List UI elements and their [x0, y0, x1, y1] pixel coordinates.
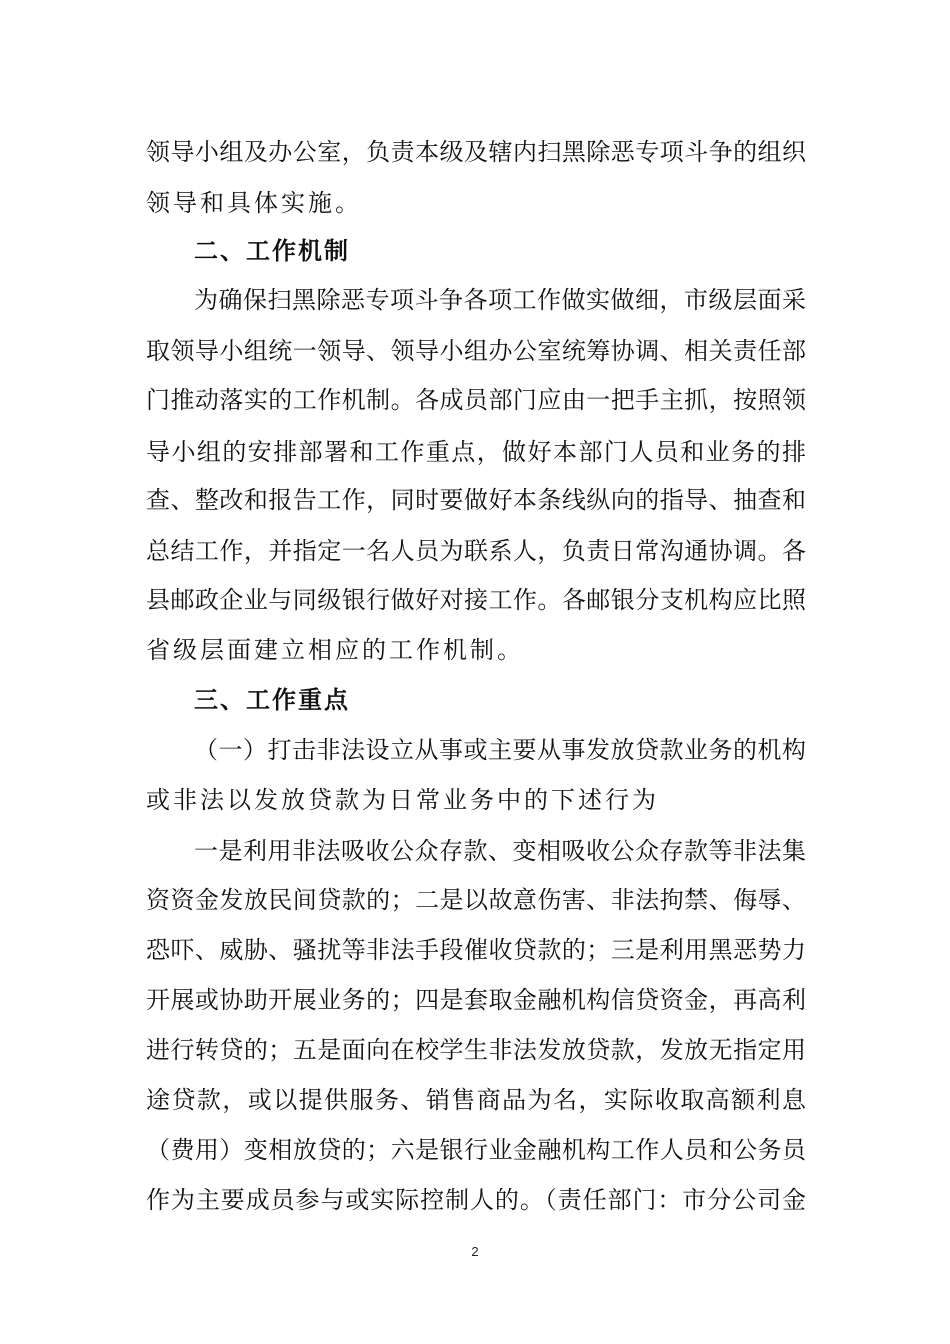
text-line: 领导和具体实施。 [146, 189, 362, 217]
text-line: 查、整改和报告工作，同时要做好本条线纵向的指导、抽查和 [146, 486, 806, 514]
text-line: 县邮政企业与同级银行做好对接工作。各邮银分支机构应比照 [146, 586, 806, 614]
text-line: 导小组的安排部署和工作重点，做好本部门人员和业务的排 [146, 438, 806, 466]
text-line: 取领导小组统一领导、领导小组办公室统筹协调、相关责任部 [146, 337, 806, 365]
text-line: 门推动落实的工作机制。各成员部门应由一把手主抓，按照领 [146, 386, 806, 414]
subsection-heading: （一）打击非法设立从事或主要从事发放贷款业务的机构 [194, 736, 806, 764]
text-line: （费用）变相放贷的；六是银行业金融机构工作人员和公务员 [146, 1136, 806, 1164]
page-number: 2 [471, 1244, 479, 1259]
section-heading-focus: 三、工作重点 [194, 686, 350, 714]
text-line: 一是利用非法吸收公众存款、变相吸收公众存款等非法集 [194, 837, 806, 865]
text-line: 为确保扫黑除恶专项斗争各项工作做实做细，市级层面采 [194, 286, 806, 314]
text-line: 进行转贷的；五是面向在校学生非法发放贷款，发放无指定用 [146, 1036, 806, 1064]
text-line: 领导小组及办公室，负责本级及辖内扫黑除恶专项斗争的组织 [146, 138, 806, 166]
text-line: 开展或协助开展业务的；四是套取金融机构信贷资金，再高利 [146, 986, 806, 1014]
text-line: 省级层面建立相应的工作机制。 [146, 636, 524, 664]
section-heading-mechanism: 二、工作机制 [194, 237, 350, 265]
text-line: 途贷款，或以提供服务、销售商品为名，实际收取高额利息 [146, 1086, 806, 1114]
subsection-heading: 或非法以发放贷款为日常业务中的下述行为 [146, 786, 659, 814]
text-line: 资资金发放民间贷款的；二是以故意伤害、非法拘禁、侮辱、 [146, 886, 806, 914]
text-line: 总结工作，并指定一名人员为联系人，负责日常沟通协调。各 [146, 537, 806, 565]
text-line: 恐吓、威胁、骚扰等非法手段催收贷款的；三是利用黑恶势力 [146, 936, 806, 964]
text-line: 作为主要成员参与或实际控制人的。（责任部门：市分公司金 [146, 1186, 806, 1214]
